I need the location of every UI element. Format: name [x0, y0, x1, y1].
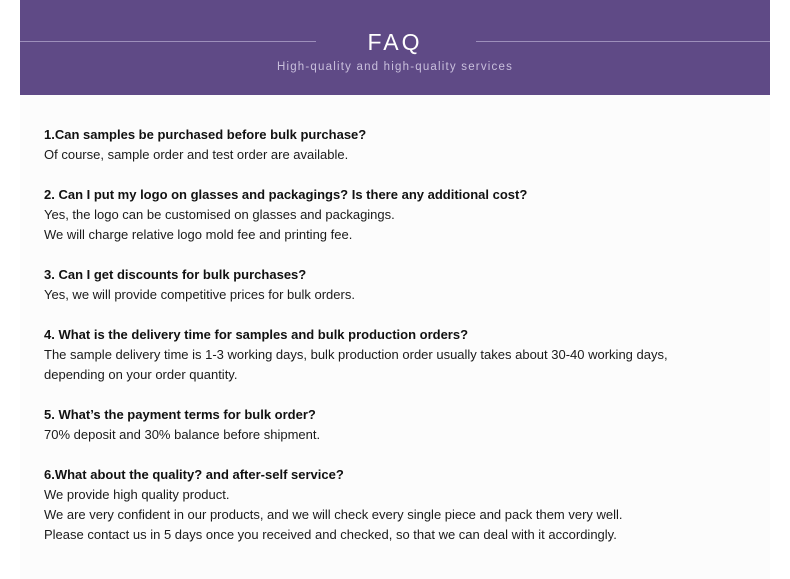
- faq-answer-line: We provide high quality product.: [44, 487, 230, 502]
- faq-item-2: [44, 185, 754, 245]
- faq-question: 1.Can samples be purchased before bulk purchase?: [44, 127, 367, 142]
- faq-item-6: [44, 465, 754, 545]
- faq-item-5: [44, 405, 754, 445]
- faq-answer-line: We will charge relative logo mold fee and printing fee.: [44, 227, 353, 242]
- page-subtitle: High-quality and high-quality services: [276, 61, 514, 73]
- faq-list: [44, 125, 754, 565]
- faq-question: 2. Can I put my logo on glasses and packagings? Is there any additional cost?: [44, 187, 528, 202]
- faq-question: 6.What about the quality? and after-self service?: [44, 467, 344, 482]
- faq-answer-line: We are very confident in our products, and we will check every single piece and pack them very well.: [44, 507, 623, 522]
- faq-answer-line: Please contact us in 5 days once you received and checked, so that we can deal with it accordingly.: [44, 527, 617, 542]
- faq-answer-line: The sample delivery time is 1-3 working days, bulk production order usually takes about 30-40 working days,: [44, 347, 668, 362]
- faq-answer-line: 70% deposit and 30% balance before shipment.: [44, 427, 321, 442]
- faq-item-4: [44, 325, 754, 385]
- faq-answer-line: depending on your order quantity.: [44, 367, 238, 382]
- faq-answer-line: Of course, sample order and test order are available.: [44, 147, 349, 162]
- faq-header-banner: [20, 0, 770, 95]
- faq-answer-line: Yes, we will provide competitive prices for bulk orders.: [44, 287, 355, 302]
- faq-item-1: [44, 125, 754, 165]
- faq-item-3: [44, 265, 754, 305]
- page-title: FAQ: [367, 29, 423, 55]
- faq-content-panel: [20, 95, 770, 579]
- faq-answer-line: Yes, the logo can be customised on glasses and packagings.: [44, 207, 395, 222]
- faq-question: 3. Can I get discounts for bulk purchases?: [44, 267, 307, 282]
- faq-question: 4. What is the delivery time for samples and bulk production orders?: [44, 327, 469, 342]
- faq-question: 5. What’s the payment terms for bulk order?: [44, 407, 316, 422]
